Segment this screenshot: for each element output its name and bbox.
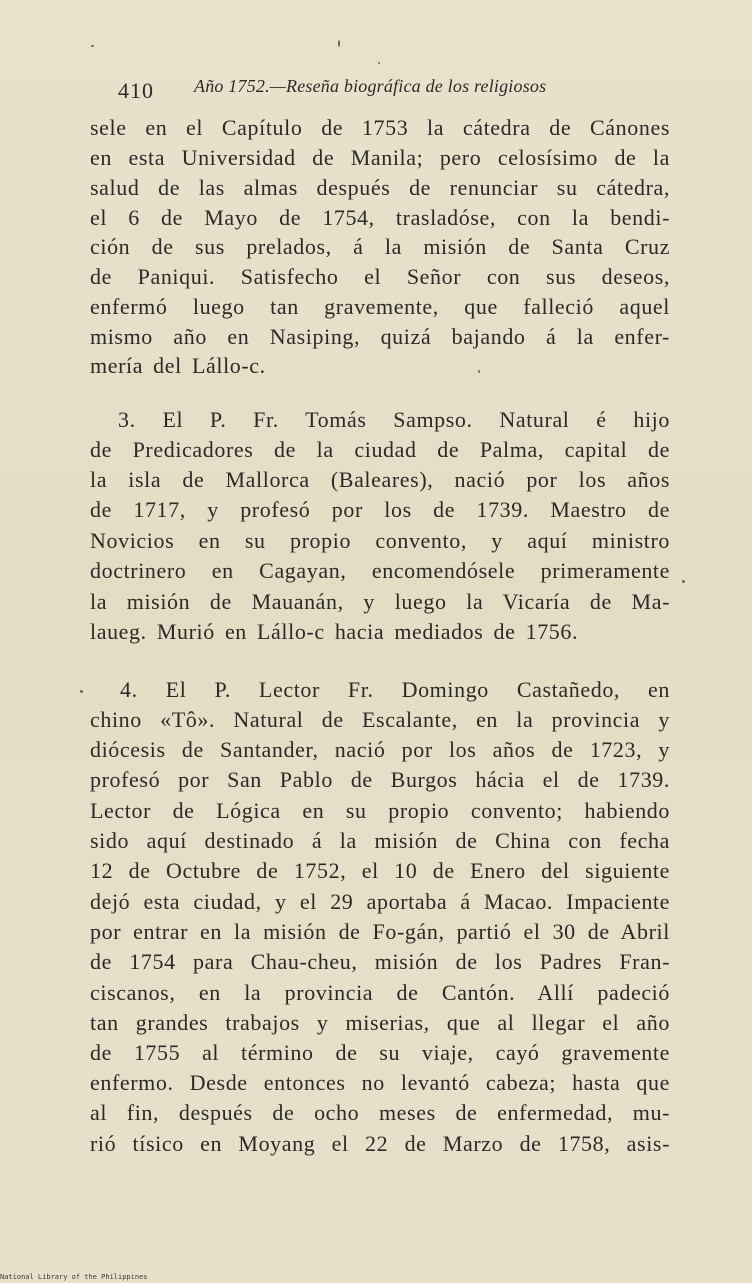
page-number: 410 [118, 78, 154, 103]
text-line: sido aquí destinado á la misión de China con fecha [90, 828, 670, 853]
paper-speck [80, 690, 83, 693]
text-line: de 1754 para Chau-cheu, misión de los Padres Fran- [90, 949, 670, 974]
text-line: tan grandes trabajos y miserias, que al llegar el año [90, 1010, 670, 1035]
entry-heading-line: 3. El P. Fr. Tomás Sampso. Natural é hijo [118, 407, 670, 432]
text-line: chino «Tô». Natural de Escalante, en la provincia y [90, 707, 670, 732]
text-line: Novicios en su propio convento, y aquí ministro [90, 528, 670, 553]
text-line: de Predicadores de la ciudad de Palma, capital de [90, 437, 670, 462]
paper-speck [338, 40, 340, 47]
page-header [118, 74, 678, 108]
text-line: salud de las almas después de renunciar su cátedra, [90, 175, 670, 200]
text-line: rió tísico en Moyang el 22 de Marzo de 1758, asis- [90, 1131, 670, 1156]
text-line: ciscanos, en la provincia de Cantón. Allí padeció [90, 980, 670, 1005]
text-line: de Paniqui. Satisfecho el Señor con sus deseos, [90, 264, 670, 289]
text-line: 12 de Octubre de 1752, el 10 de Enero del siguiente [90, 858, 670, 883]
paper-speck [91, 45, 94, 47]
library-credit: National Library of the Philippines [0, 1273, 148, 1281]
text-line: profesó por San Pablo de Burgos hácia el de 1739. [90, 767, 670, 792]
text-line: al fin, después de ocho meses de enfermedad, mu- [90, 1100, 670, 1125]
text-line: en esta Universidad de Manila; pero celosísimo de la [90, 145, 670, 170]
text-line: mería del Lállo-c. [90, 353, 266, 378]
text-line: la isla de Mallorca (Baleares), nació por los años [90, 467, 670, 492]
text-line: enfermó luego tan gravemente, que falleció aquel [90, 294, 670, 319]
text-line: mismo año en Nasiping, quizá bajando á la enfer- [90, 324, 670, 349]
text-line: doctrinero en Cagayan, encomendósele primeramente [90, 558, 670, 583]
paper-speck [378, 62, 380, 64]
text-line: ción de sus prelados, á la misión de Santa Cruz [90, 234, 670, 259]
running-head: Año 1752.—Reseña biográfica de los religiosos [194, 76, 547, 96]
paper-speck [478, 370, 480, 373]
text-line: Lector de Lógica en su propio convento; habiendo [90, 798, 670, 823]
text-line: de 1717, y profesó por los de 1739. Maestro de [90, 497, 670, 522]
text-line: el 6 de Mayo de 1754, trasladóse, con la bendi- [90, 205, 670, 230]
text-line: de 1755 al término de su viaje, cayó gravemente [90, 1040, 670, 1065]
text-line: dejó esta ciudad, y el 29 aportaba á Macao. Impaciente [90, 889, 670, 914]
text-line: diócesis de Santander, nació por los años de 1723, y [90, 737, 670, 762]
paper-speck [682, 580, 685, 583]
text-line: laueg. Murió en Lállo-c hacia mediados de 1756. [90, 619, 579, 644]
text-line: sele en el Capítulo de 1753 la cátedra de Cánones [90, 115, 670, 140]
text-line: la misión de Mauanán, y luego la Vicaría de Ma- [90, 589, 670, 614]
entry-heading-line: 4. El P. Lector Fr. Domingo Castañedo, en [120, 677, 670, 702]
text-line: por entrar en la misión de Fo-gán, partió el 30 de Abril [90, 919, 670, 944]
text-line: enfermo. Desde entonces no levantó cabeza; hasta que [90, 1070, 670, 1095]
